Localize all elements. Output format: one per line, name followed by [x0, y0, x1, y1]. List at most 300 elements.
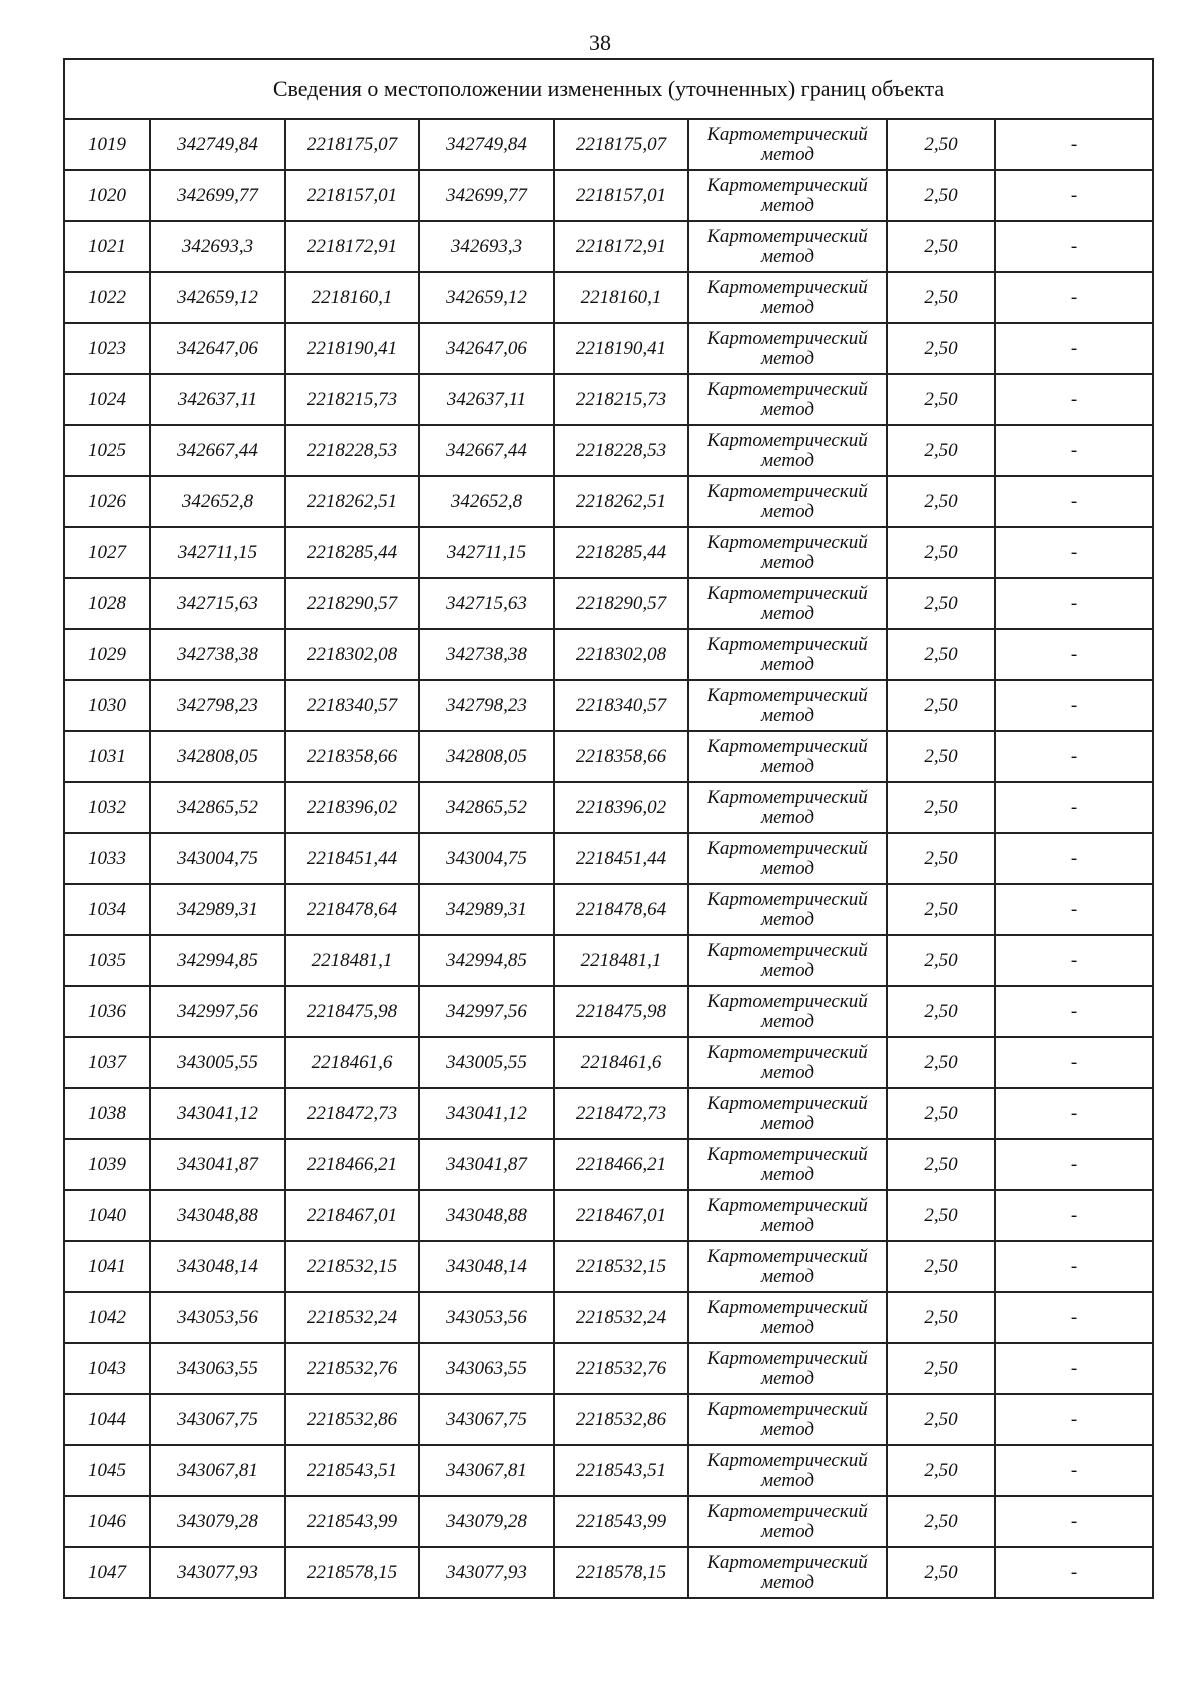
method-line-2: метод [761, 704, 814, 726]
existing-x-cell: 342715,63 [150, 578, 285, 629]
point-number-cell: 1042 [64, 1292, 150, 1343]
point-number-cell: 1021 [64, 221, 150, 272]
point-number-cell: 1025 [64, 425, 150, 476]
updated-x-cell: 342647,06 [419, 323, 554, 374]
method-line-2: метод [761, 857, 814, 879]
updated-x-cell: 342808,05 [419, 731, 554, 782]
updated-y-cell: 2218190,41 [554, 323, 688, 374]
table-row [64, 1292, 1153, 1343]
accuracy-cell: 2,50 [887, 221, 995, 272]
updated-x-cell: 343004,75 [419, 833, 554, 884]
table-row [64, 782, 1153, 833]
existing-y-cell: 2218175,07 [285, 119, 419, 170]
point-number-cell: 1043 [64, 1343, 150, 1394]
method-cell [688, 1241, 887, 1292]
method-line-2: метод [761, 449, 814, 471]
table-row [64, 425, 1153, 476]
existing-y-cell: 2218478,64 [285, 884, 419, 935]
method-cell [688, 833, 887, 884]
point-number-cell: 1039 [64, 1139, 150, 1190]
updated-x-cell: 342749,84 [419, 119, 554, 170]
note-cell: - [995, 323, 1153, 374]
existing-x-cell: 343048,14 [150, 1241, 285, 1292]
updated-x-cell: 342994,85 [419, 935, 554, 986]
method-cell [688, 527, 887, 578]
existing-y-cell: 2218358,66 [285, 731, 419, 782]
updated-y-cell: 2218461,6 [554, 1037, 688, 1088]
method-line-1: Картометрический [707, 123, 868, 145]
existing-x-cell: 342637,11 [150, 374, 285, 425]
method-line-1: Картометрический [707, 378, 868, 400]
method-line-1: Картометрический [707, 1041, 868, 1063]
note-cell: - [995, 119, 1153, 170]
existing-y-cell: 2218396,02 [285, 782, 419, 833]
method-cell [688, 1190, 887, 1241]
updated-x-cell: 343067,75 [419, 1394, 554, 1445]
method-line-2: метод [761, 1061, 814, 1083]
point-number-cell: 1041 [64, 1241, 150, 1292]
point-number-cell: 1036 [64, 986, 150, 1037]
method-line-2: метод [761, 1367, 814, 1389]
method-line-1: Картометрический [707, 1194, 868, 1216]
accuracy-cell: 2,50 [887, 119, 995, 170]
note-cell: - [995, 629, 1153, 680]
method-line-1: Картометрический [707, 1296, 868, 1318]
note-cell: - [995, 578, 1153, 629]
accuracy-cell: 2,50 [887, 782, 995, 833]
updated-y-cell: 2218157,01 [554, 170, 688, 221]
note-cell: - [995, 1496, 1153, 1547]
updated-x-cell: 342659,12 [419, 272, 554, 323]
method-line-1: Картометрический [707, 480, 868, 502]
table-row [64, 1088, 1153, 1139]
existing-x-cell: 342693,3 [150, 221, 285, 272]
accuracy-cell: 2,50 [887, 170, 995, 221]
table-body [64, 59, 1153, 1598]
method-line-1: Картометрический [707, 531, 868, 553]
point-number-cell: 1035 [64, 935, 150, 986]
existing-x-cell: 343067,81 [150, 1445, 285, 1496]
point-number-cell: 1019 [64, 119, 150, 170]
updated-y-cell: 2218340,57 [554, 680, 688, 731]
point-number-cell: 1028 [64, 578, 150, 629]
updated-x-cell: 342715,63 [419, 578, 554, 629]
updated-x-cell: 343005,55 [419, 1037, 554, 1088]
note-cell: - [995, 374, 1153, 425]
existing-y-cell: 2218475,98 [285, 986, 419, 1037]
accuracy-cell: 2,50 [887, 476, 995, 527]
updated-x-cell: 342989,31 [419, 884, 554, 935]
accuracy-cell: 2,50 [887, 1343, 995, 1394]
existing-x-cell: 342652,8 [150, 476, 285, 527]
updated-x-cell: 342711,15 [419, 527, 554, 578]
table-row [64, 221, 1153, 272]
existing-y-cell: 2218215,73 [285, 374, 419, 425]
updated-x-cell: 342798,23 [419, 680, 554, 731]
existing-y-cell: 2218461,6 [285, 1037, 419, 1088]
accuracy-cell: 2,50 [887, 1037, 995, 1088]
note-cell: - [995, 170, 1153, 221]
existing-x-cell: 343077,93 [150, 1547, 285, 1598]
accuracy-cell: 2,50 [887, 629, 995, 680]
table-row [64, 323, 1153, 374]
point-number-cell: 1033 [64, 833, 150, 884]
accuracy-cell: 2,50 [887, 935, 995, 986]
existing-y-cell: 2218190,41 [285, 323, 419, 374]
method-line-2: метод [761, 653, 814, 675]
method-cell [688, 680, 887, 731]
method-line-2: метод [761, 500, 814, 522]
existing-x-cell: 343063,55 [150, 1343, 285, 1394]
table-row [64, 1496, 1153, 1547]
table-row [64, 731, 1153, 782]
method-line-2: метод [761, 1214, 814, 1236]
note-cell: - [995, 1343, 1153, 1394]
table-row [64, 1445, 1153, 1496]
method-line-2: метод [761, 1571, 814, 1593]
accuracy-cell: 2,50 [887, 578, 995, 629]
method-line-2: метод [761, 296, 814, 318]
note-cell: - [995, 527, 1153, 578]
accuracy-cell: 2,50 [887, 323, 995, 374]
updated-y-cell: 2218228,53 [554, 425, 688, 476]
method-line-2: метод [761, 602, 814, 624]
point-number-cell: 1032 [64, 782, 150, 833]
updated-x-cell: 343041,87 [419, 1139, 554, 1190]
accuracy-cell: 2,50 [887, 1496, 995, 1547]
method-line-2: метод [761, 959, 814, 981]
existing-y-cell: 2218340,57 [285, 680, 419, 731]
updated-y-cell: 2218175,07 [554, 119, 688, 170]
updated-y-cell: 2218451,44 [554, 833, 688, 884]
accuracy-cell: 2,50 [887, 1088, 995, 1139]
method-cell [688, 1292, 887, 1343]
boundary-coordinates-table [63, 58, 1154, 1599]
table-row [64, 272, 1153, 323]
method-cell [688, 782, 887, 833]
note-cell: - [995, 680, 1153, 731]
note-cell: - [995, 1037, 1153, 1088]
note-cell: - [995, 1139, 1153, 1190]
method-line-2: метод [761, 245, 814, 267]
method-cell [688, 1394, 887, 1445]
existing-y-cell: 2218467,01 [285, 1190, 419, 1241]
existing-x-cell: 342997,56 [150, 986, 285, 1037]
method-line-2: метод [761, 1316, 814, 1338]
method-cell [688, 1037, 887, 1088]
method-line-1: Картометрический [707, 327, 868, 349]
method-line-2: метод [761, 1418, 814, 1440]
method-line-1: Картометрический [707, 1500, 868, 1522]
existing-y-cell: 2218157,01 [285, 170, 419, 221]
method-cell [688, 884, 887, 935]
table-row [64, 476, 1153, 527]
note-cell: - [995, 986, 1153, 1037]
method-cell [688, 1343, 887, 1394]
method-line-1: Картометрический [707, 582, 868, 604]
method-line-1: Картометрический [707, 1245, 868, 1267]
method-cell [688, 629, 887, 680]
method-cell [688, 272, 887, 323]
method-line-2: метод [761, 1265, 814, 1287]
point-number-cell: 1023 [64, 323, 150, 374]
note-cell: - [995, 425, 1153, 476]
method-line-1: Картометрический [707, 633, 868, 655]
method-line-1: Картометрический [707, 1551, 868, 1573]
point-number-cell: 1029 [64, 629, 150, 680]
existing-x-cell: 343079,28 [150, 1496, 285, 1547]
note-cell: - [995, 782, 1153, 833]
existing-y-cell: 2218262,51 [285, 476, 419, 527]
updated-y-cell: 2218472,73 [554, 1088, 688, 1139]
point-number-cell: 1038 [64, 1088, 150, 1139]
updated-y-cell: 2218160,1 [554, 272, 688, 323]
existing-y-cell: 2218160,1 [285, 272, 419, 323]
method-line-1: Картометрический [707, 888, 868, 910]
existing-x-cell: 342749,84 [150, 119, 285, 170]
point-number-cell: 1037 [64, 1037, 150, 1088]
updated-x-cell: 343048,88 [419, 1190, 554, 1241]
table-row [64, 578, 1153, 629]
method-cell [688, 1547, 887, 1598]
updated-y-cell: 2218215,73 [554, 374, 688, 425]
page-number: 38 [589, 30, 611, 55]
updated-y-cell: 2218466,21 [554, 1139, 688, 1190]
existing-y-cell: 2218481,1 [285, 935, 419, 986]
method-line-2: метод [761, 1469, 814, 1491]
existing-y-cell: 2218532,15 [285, 1241, 419, 1292]
table-row [64, 1190, 1153, 1241]
table-row [64, 680, 1153, 731]
updated-y-cell: 2218302,08 [554, 629, 688, 680]
existing-x-cell: 342711,15 [150, 527, 285, 578]
point-number-cell: 1034 [64, 884, 150, 935]
updated-y-cell: 2218532,76 [554, 1343, 688, 1394]
existing-x-cell: 342808,05 [150, 731, 285, 782]
method-line-1: Картометрический [707, 990, 868, 1012]
existing-y-cell: 2218532,24 [285, 1292, 419, 1343]
point-number-cell: 1046 [64, 1496, 150, 1547]
existing-x-cell: 343041,87 [150, 1139, 285, 1190]
method-cell [688, 170, 887, 221]
accuracy-cell: 2,50 [887, 527, 995, 578]
updated-y-cell: 2218172,91 [554, 221, 688, 272]
accuracy-cell: 2,50 [887, 1445, 995, 1496]
method-line-2: метод [761, 551, 814, 573]
method-cell [688, 1496, 887, 1547]
method-line-2: метод [761, 143, 814, 165]
note-cell: - [995, 1445, 1153, 1496]
point-number-cell: 1031 [64, 731, 150, 782]
accuracy-cell: 2,50 [887, 884, 995, 935]
existing-y-cell: 2218466,21 [285, 1139, 419, 1190]
method-line-2: метод [761, 1520, 814, 1542]
method-cell [688, 425, 887, 476]
accuracy-cell: 2,50 [887, 1139, 995, 1190]
note-cell: - [995, 1394, 1153, 1445]
existing-y-cell: 2218532,86 [285, 1394, 419, 1445]
method-line-1: Картометрический [707, 684, 868, 706]
updated-y-cell: 2218543,51 [554, 1445, 688, 1496]
method-cell [688, 935, 887, 986]
method-line-1: Картометрический [707, 1092, 868, 1114]
method-cell [688, 731, 887, 782]
accuracy-cell: 2,50 [887, 731, 995, 782]
note-cell: - [995, 884, 1153, 935]
existing-y-cell: 2218543,99 [285, 1496, 419, 1547]
accuracy-cell: 2,50 [887, 1547, 995, 1598]
method-line-1: Картометрический [707, 1398, 868, 1420]
updated-x-cell: 342652,8 [419, 476, 554, 527]
method-cell [688, 374, 887, 425]
existing-x-cell: 343041,12 [150, 1088, 285, 1139]
existing-y-cell: 2218451,44 [285, 833, 419, 884]
updated-x-cell: 342865,52 [419, 782, 554, 833]
method-line-2: метод [761, 1010, 814, 1032]
updated-y-cell: 2218285,44 [554, 527, 688, 578]
existing-x-cell: 342738,38 [150, 629, 285, 680]
updated-y-cell: 2218481,1 [554, 935, 688, 986]
point-number-cell: 1047 [64, 1547, 150, 1598]
updated-y-cell: 2218396,02 [554, 782, 688, 833]
updated-x-cell: 342637,11 [419, 374, 554, 425]
point-number-cell: 1045 [64, 1445, 150, 1496]
method-cell [688, 119, 887, 170]
updated-x-cell: 342667,44 [419, 425, 554, 476]
existing-x-cell: 342994,85 [150, 935, 285, 986]
note-cell: - [995, 1088, 1153, 1139]
method-cell [688, 986, 887, 1037]
method-cell [688, 578, 887, 629]
existing-x-cell: 342647,06 [150, 323, 285, 374]
table-row [64, 170, 1153, 221]
table-row [64, 986, 1153, 1037]
note-cell: - [995, 833, 1153, 884]
method-line-1: Картометрический [707, 276, 868, 298]
note-cell: - [995, 935, 1153, 986]
method-line-2: метод [761, 398, 814, 420]
updated-x-cell: 343077,93 [419, 1547, 554, 1598]
note-cell: - [995, 1292, 1153, 1343]
updated-x-cell: 343053,56 [419, 1292, 554, 1343]
note-cell: - [995, 272, 1153, 323]
table-row [64, 1394, 1153, 1445]
updated-y-cell: 2218578,15 [554, 1547, 688, 1598]
updated-y-cell: 2218358,66 [554, 731, 688, 782]
note-cell: - [995, 1241, 1153, 1292]
point-number-cell: 1030 [64, 680, 150, 731]
point-number-cell: 1022 [64, 272, 150, 323]
table-row [64, 119, 1153, 170]
table-row [64, 833, 1153, 884]
accuracy-cell: 2,50 [887, 833, 995, 884]
updated-y-cell: 2218467,01 [554, 1190, 688, 1241]
method-cell [688, 1445, 887, 1496]
updated-x-cell: 343067,81 [419, 1445, 554, 1496]
table-title-row [64, 59, 1153, 119]
table-row [64, 1037, 1153, 1088]
existing-x-cell: 342865,52 [150, 782, 285, 833]
method-cell [688, 323, 887, 374]
point-number-cell: 1040 [64, 1190, 150, 1241]
method-line-2: метод [761, 1163, 814, 1185]
table-title: Сведения о местоположении измененных (уточненных) границ объекта [64, 59, 1153, 119]
updated-x-cell: 342997,56 [419, 986, 554, 1037]
table-row [64, 1139, 1153, 1190]
updated-y-cell: 2218290,57 [554, 578, 688, 629]
accuracy-cell: 2,50 [887, 680, 995, 731]
updated-x-cell: 343048,14 [419, 1241, 554, 1292]
method-line-1: Картометрический [707, 225, 868, 247]
method-line-2: метод [761, 908, 814, 930]
updated-y-cell: 2218262,51 [554, 476, 688, 527]
table-row [64, 1547, 1153, 1598]
accuracy-cell: 2,50 [887, 1394, 995, 1445]
note-cell: - [995, 731, 1153, 782]
accuracy-cell: 2,50 [887, 374, 995, 425]
updated-y-cell: 2218532,24 [554, 1292, 688, 1343]
existing-x-cell: 342699,77 [150, 170, 285, 221]
updated-x-cell: 343079,28 [419, 1496, 554, 1547]
point-number-cell: 1026 [64, 476, 150, 527]
point-number-cell: 1020 [64, 170, 150, 221]
method-line-1: Картометрический [707, 1347, 868, 1369]
updated-x-cell: 342693,3 [419, 221, 554, 272]
method-line-1: Картометрический [707, 939, 868, 961]
note-cell: - [995, 221, 1153, 272]
existing-y-cell: 2218472,73 [285, 1088, 419, 1139]
method-cell [688, 1088, 887, 1139]
method-cell [688, 221, 887, 272]
existing-x-cell: 342659,12 [150, 272, 285, 323]
existing-y-cell: 2218578,15 [285, 1547, 419, 1598]
point-number-cell: 1027 [64, 527, 150, 578]
existing-x-cell: 343005,55 [150, 1037, 285, 1088]
method-cell [688, 476, 887, 527]
method-line-2: метод [761, 1112, 814, 1134]
existing-y-cell: 2218290,57 [285, 578, 419, 629]
table-row [64, 527, 1153, 578]
note-cell: - [995, 1547, 1153, 1598]
method-line-1: Картометрический [707, 735, 868, 757]
existing-x-cell: 343048,88 [150, 1190, 285, 1241]
existing-y-cell: 2218172,91 [285, 221, 419, 272]
table-row [64, 374, 1153, 425]
accuracy-cell: 2,50 [887, 425, 995, 476]
updated-x-cell: 343063,55 [419, 1343, 554, 1394]
method-line-2: метод [761, 194, 814, 216]
updated-y-cell: 2218475,98 [554, 986, 688, 1037]
table-row [64, 935, 1153, 986]
updated-y-cell: 2218532,15 [554, 1241, 688, 1292]
updated-y-cell: 2218532,86 [554, 1394, 688, 1445]
accuracy-cell: 2,50 [887, 272, 995, 323]
existing-x-cell: 342798,23 [150, 680, 285, 731]
note-cell: - [995, 1190, 1153, 1241]
table-row [64, 884, 1153, 935]
accuracy-cell: 2,50 [887, 986, 995, 1037]
method-line-2: метод [761, 755, 814, 777]
updated-y-cell: 2218543,99 [554, 1496, 688, 1547]
existing-x-cell: 342989,31 [150, 884, 285, 935]
existing-x-cell: 343053,56 [150, 1292, 285, 1343]
note-cell: - [995, 476, 1153, 527]
updated-y-cell: 2218478,64 [554, 884, 688, 935]
accuracy-cell: 2,50 [887, 1292, 995, 1343]
method-line-1: Картометрический [707, 786, 868, 808]
method-line-1: Картометрический [707, 174, 868, 196]
existing-x-cell: 342667,44 [150, 425, 285, 476]
